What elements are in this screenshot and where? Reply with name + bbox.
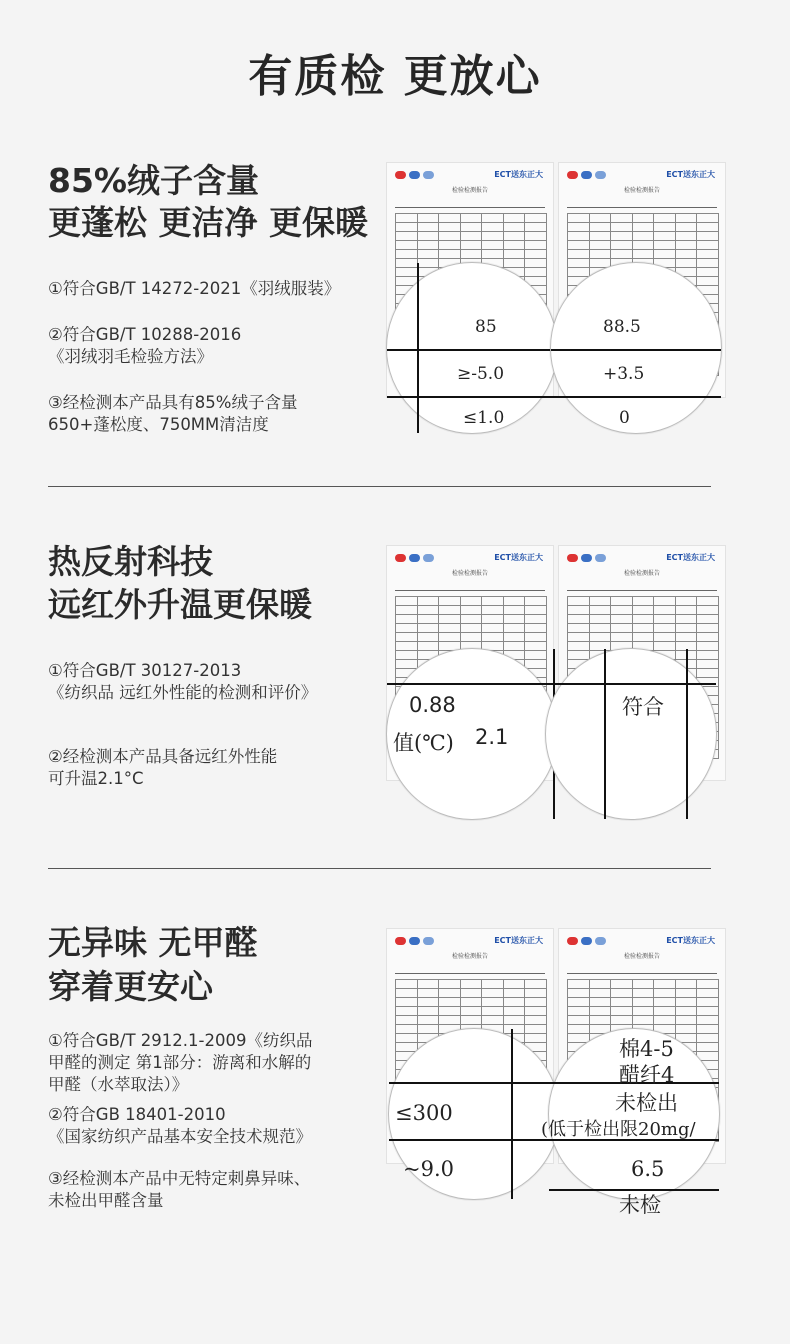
report-title: 检验检测报告 [623,187,660,194]
result-value: 88.5 [603,317,641,337]
headline-line-2: 远红外升温更保暖 [48,585,312,624]
headline-line-1: 无异味 无甲醛 [48,923,258,962]
clause-1-line-2: 《纺织品 远红外性能的检测和评价》 [48,683,318,702]
report-title: 检验检测报告 [451,953,488,960]
clause-2-line-1: ②经检测本产品具备远红外性能 [48,747,278,766]
report-brand: ECT送东正大 [666,170,715,179]
magnifier-conclusion [545,648,717,820]
standard-value: ~9.0 [403,1157,454,1181]
result-value: 醋纤4 [619,1063,675,1087]
report-brand: ECT送东正大 [666,553,715,562]
clause-1-line-1: ①符合GB/T 30127-2013 [48,661,242,680]
report-brand: ECT送东正大 [666,936,715,945]
clause-2-line-2: 《国家纺织产品基本安全技术规范》 [48,1127,312,1146]
clause-3-line-1: ③经检测本产品具有85%绒子含量 [48,393,298,412]
clause-2-line-1: ②符合GB 18401-2010 [48,1105,226,1124]
report-title: 检验检测报告 [451,570,488,577]
magnifier-standard [386,262,558,434]
standard-value: ≤300 [395,1101,453,1125]
result-value: +3.5 [603,364,645,384]
report-brand: ECT送东正大 [494,553,543,562]
report-brand: ECT送东正大 [494,170,543,179]
page-title: 有质检 更放心 [248,51,542,102]
clause-2-line-1: ②符合GB/T 10288-2016 [48,325,242,344]
clause-1: ①符合GB/T 14272-2021《羽绒服装》 [48,279,341,298]
standard-value: ≤1.0 [463,408,505,428]
clause-2-line-2: 《羽绒羽毛检验方法》 [48,347,213,366]
conclusion-value: 符合 [622,695,664,719]
divider [48,486,711,487]
standard-value: ≥-5.0 [457,364,505,384]
clause-1-line-1: ①符合GB/T 2912.1-2009《纺织品 [48,1031,313,1050]
magnifier-result [541,1028,720,1217]
result-value: 2.1 [475,725,509,749]
result-value: 6.5 [631,1157,665,1181]
report-title: 检验检测报告 [623,953,660,960]
headline-line-1: 热反射科技 [48,542,213,581]
result-value: 未检 [619,1193,661,1217]
clause-1-line-3: 甲醛（水萃取法）》 [48,1075,189,1094]
divider [48,868,711,869]
result-value: 未检出 [615,1091,678,1115]
result-value: 棉4-5 [619,1037,674,1061]
clause-3-line-1: ③经检测本产品中无特定刺鼻异味、 [48,1169,311,1188]
result-label: 值(℃) [393,731,454,755]
report-title: 检验检测报告 [623,570,660,577]
clause-3-line-2: 650+蓬松度、750MM清洁度 [48,415,269,434]
report-title: 检验检测报告 [451,187,488,194]
clause-2-line-2: 可升温2.1°C [48,769,144,788]
headline-line-2: 更蓬松 更洁净 更保暖 [48,203,368,242]
clause-3-line-2: 未检出甲醛含量 [48,1191,164,1210]
headline-line-1: 85%绒子含量 [48,161,259,200]
magnifier-standard [388,1028,560,1200]
standard-value: 85 [475,317,497,337]
headline-line-2: 穿着更安心 [48,967,213,1006]
result-value: 0.88 [409,693,456,717]
result-note: (低于检出限20mg/ [541,1119,696,1140]
clause-1-line-2: 甲醛的测定 第1部分：游离和水解的 [48,1053,312,1072]
report-brand: ECT送东正大 [494,936,543,945]
magnifier-result [550,262,722,434]
result-value: 0 [619,408,630,428]
magnifier-result [386,648,558,820]
